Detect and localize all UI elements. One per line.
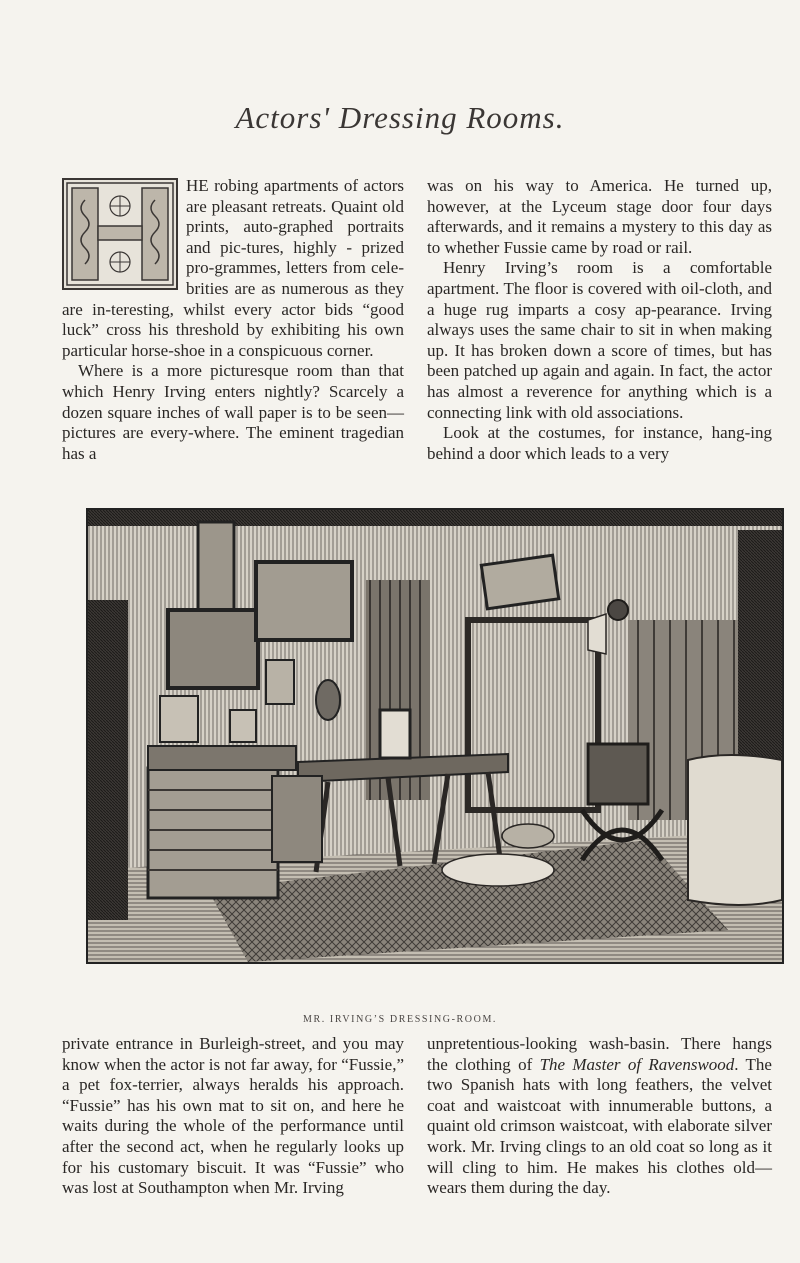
column-bottom-left: [62, 1034, 404, 1199]
column-top-right: [427, 176, 772, 464]
dressing-room-engraving: [86, 508, 784, 964]
paragraph: E robing apartments of actors are pleasant retreats. Quaint old prints, auto-graphed portraits and pic-tures, highly - prized pro-grammes, letters from cele-brities are as numerous as they are in-teresting, whilst every actor bids “good luck” cross his threshold by exhibiting his own particular horse-shoe in a conspicuous corner.: [62, 176, 404, 360]
paragraph: was on his way to America. He turned up, however, at the Lyceum stage door four days afterwards, and it remains a mystery to this day as to whether Fussie came by road or rail.: [427, 176, 772, 257]
illustration-caption: MR. IRVING’S DRESSING-ROOM.: [302, 1014, 498, 1025]
column-top-left: [62, 176, 404, 464]
column-bottom-right: [427, 1034, 772, 1199]
paragraph: private entrance in Burleigh-street, and you may know when the actor is not far away, for “Fussie,” a pet fox-terrier, always heralds his approach. “Fussie” has his own mat to sit on, and here he waits during the whole of the performance until after the second act, when he regularly looks up for his customary biscuit. It was “Fussie” who was lost at Southampton when Mr. Irving: [62, 1034, 404, 1198]
decorated-initial-h: [62, 178, 178, 290]
running-title: Actors' Dressing Rooms.: [235, 100, 565, 135]
paragraph: Henry Irving’s room is a comfortable apartment. The floor is covered with oil-cloth, and a huge rug imparts a cosy ap-pearance. Irving always uses the same chair to sit in when making up. It has broken down a score of times, but has been patched up again and again. In fact, the actor has almost a reverence for anything which is a connecting link with old associations.: [427, 258, 772, 422]
paragraph: [427, 1034, 772, 1199]
play-title: The Master of Ravenswood: [539, 1054, 735, 1074]
text-run: . The two Spanish hats with long feathers, the velvet coat and waistcoat with innumerable buttons, a quaint old crimson waistcoat, with elaborate silver work. Mr. Irving clings to an old coat so long as it will cling to him. He makes his clothes old—wears them during the day.: [427, 1054, 772, 1198]
paragraph: Where is a more picturesque room than that which Henry Irving enters nightly? Scarcely a dozen square inches of wall paper is to be seen—pictures are every-where. The eminent tragedian has a: [62, 361, 404, 463]
initial-letter: H: [186, 176, 199, 195]
paragraph: Look at the costumes, for instance, hang-ing behind a door which leads to a very: [427, 423, 772, 463]
text-run: unpretentious-looking wash-basin. There hangs the clothing of: [427, 1034, 772, 1074]
